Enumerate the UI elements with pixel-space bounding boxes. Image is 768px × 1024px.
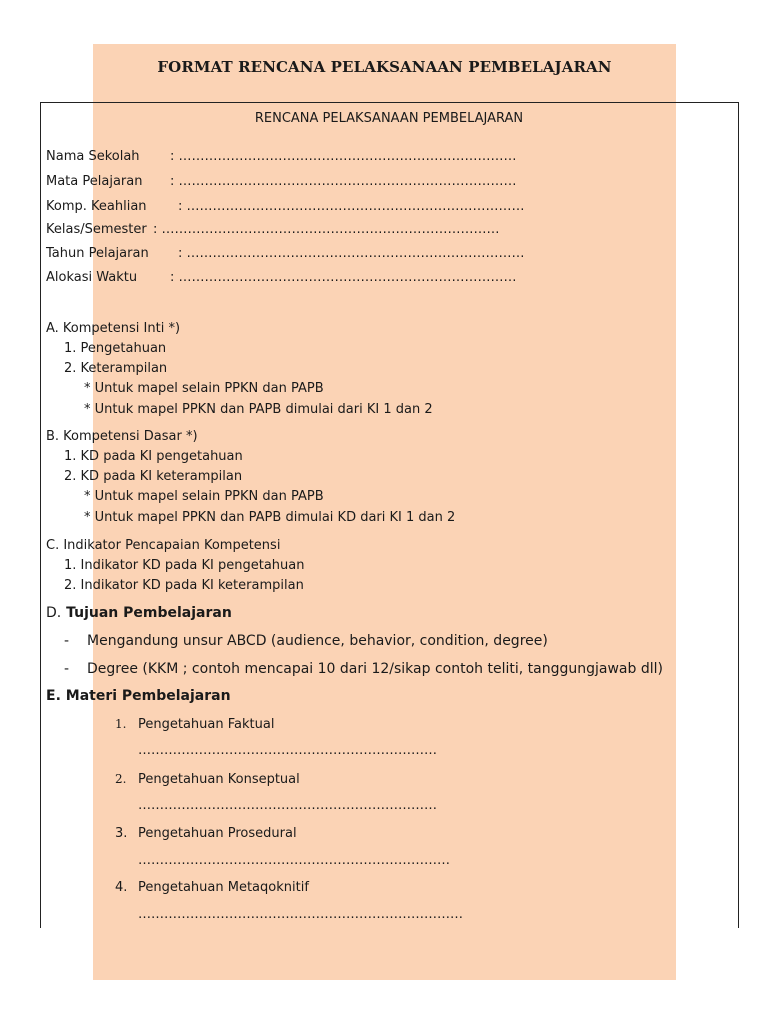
materi-dots: ………………………………………………………………… <box>138 907 463 922</box>
materi-number: 2. <box>115 772 127 786</box>
identity-value: : …………………………………………………………………… <box>178 199 525 214</box>
identity-value: : …………………………………………………………………… <box>170 174 517 189</box>
list-item: 2. Indikator KD pada KI keterampilan <box>64 578 304 593</box>
section-b-heading: B. Kompetensi Dasar *) <box>46 429 198 444</box>
identity-value: : …………………………………………………………………… <box>178 246 525 261</box>
materi-item <box>115 716 274 733</box>
materi-dots: ……………………………………………………………… <box>138 853 450 868</box>
materi-item <box>115 826 297 842</box>
identity-label: Komp. Keahlian <box>46 199 147 214</box>
identity-row-competency <box>46 199 525 215</box>
frame-border-right <box>738 102 739 928</box>
document-title: RENCANA PELAKSANAAN PEMBELAJARAN <box>254 111 524 126</box>
materi-dots: …………………………………………………………… <box>138 743 437 758</box>
materi-label: Pengetahuan Prosedural <box>138 826 297 841</box>
section-d-heading <box>46 604 232 622</box>
bullet-item <box>64 660 663 678</box>
frame-border-top <box>40 102 738 103</box>
section-d-title: Tujuan Pembelajaran <box>66 605 232 621</box>
materi-label: Pengetahuan Faktual <box>138 717 275 732</box>
materi-item <box>115 880 309 896</box>
materi-number: 3. <box>115 826 128 841</box>
list-item: 2. Keterampilan <box>64 361 168 376</box>
note-item: * Untuk mapel selain PPKN dan PAPB <box>84 489 324 504</box>
list-item: 1. Pengetahuan <box>64 341 167 356</box>
bullet-text: Mengandung unsur ABCD (audience, behavior, condition, degree) <box>87 633 548 649</box>
dash-bullet: - <box>64 633 70 649</box>
identity-value: : …………………………………………………………………… <box>153 222 500 237</box>
identity-row-year <box>46 246 525 262</box>
section-c-heading: C. Indikator Pencapaian Kompetensi <box>46 538 281 553</box>
materi-dots: …………………………………………………………… <box>138 798 437 813</box>
identity-value: : …………………………………………………………………… <box>170 149 517 164</box>
identity-row-time <box>46 270 517 286</box>
bullet-item <box>64 632 548 650</box>
identity-label: Tahun Pelajaran <box>46 246 149 261</box>
materi-number: 1. <box>115 717 127 731</box>
list-item: 1. Indikator KD pada KI pengetahuan <box>64 558 305 573</box>
identity-label: Alokasi Waktu <box>46 270 138 285</box>
identity-row-school <box>46 149 517 165</box>
materi-label: Pengetahuan Konseptual <box>138 772 300 787</box>
materi-item <box>115 771 300 788</box>
identity-row-subject <box>46 174 517 190</box>
list-item: 2. KD pada KI keterampilan <box>64 469 243 484</box>
frame-border-left <box>40 102 41 928</box>
note-item: * Untuk mapel PPKN dan PAPB dimulai dari KI 1 dan 2 <box>84 402 433 417</box>
materi-number: 4. <box>115 880 128 895</box>
section-d-prefix: D. <box>46 605 62 621</box>
list-item: 1. KD pada KI pengetahuan <box>64 449 243 464</box>
section-a-heading: A. Kompetensi Inti *) <box>46 321 181 336</box>
identity-label: Kelas/Semester <box>46 222 147 237</box>
dash-bullet: - <box>64 661 70 677</box>
identity-label: Mata Pelajaran <box>46 174 143 189</box>
identity-row-class <box>46 222 500 238</box>
materi-label: Pengetahuan Metaqoknitif <box>138 880 309 895</box>
section-e-heading: E. Materi Pembelajaran <box>46 688 231 704</box>
page-title: FORMAT RENCANA PELAKSANAAN PEMBELAJARAN <box>157 58 612 76</box>
note-item: * Untuk mapel PPKN dan PAPB dimulai KD dari KI 1 dan 2 <box>84 510 456 525</box>
note-item: * Untuk mapel selain PPKN dan PAPB <box>84 381 324 396</box>
identity-value: : …………………………………………………………………… <box>170 270 517 285</box>
bullet-text: Degree (KKM ; contoh mencapai 10 dari 12/sikap contoh teliti, tanggungjawab dll) <box>87 661 663 677</box>
identity-label: Nama Sekolah <box>46 149 140 164</box>
